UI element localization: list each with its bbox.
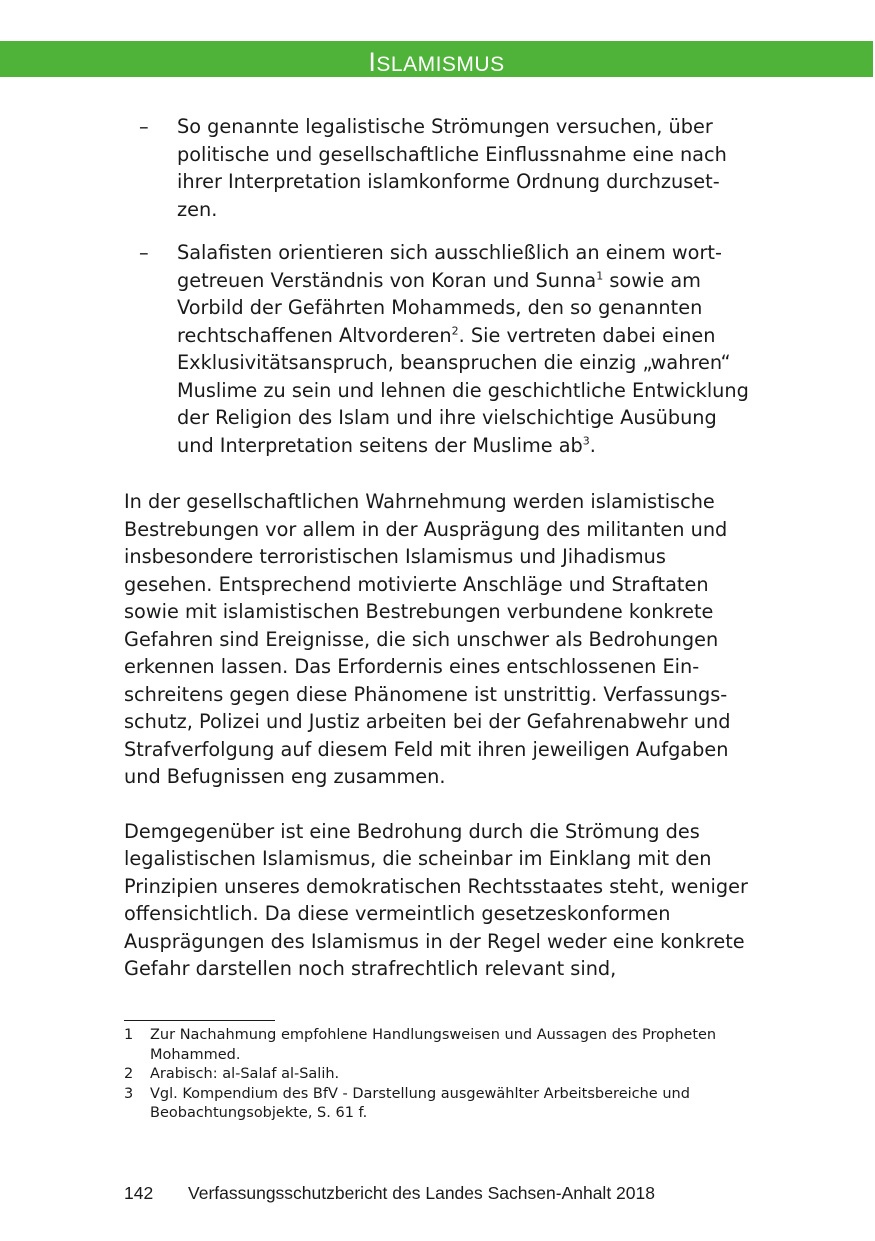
section-header-bar (0, 41, 873, 77)
body-paragraph: In der gesellschaftlichen Wahrnehmung werden islamistische Bestrebungen vor allem in der Ausprägung des militanten und insbesondere terroristischen Islamismus und Jihadismus gesehen. Entsprechend motivierte Anschläge und Straftaten sowie mit islamistischen Bestrebungen verbundene konkrete Gefahren sind Ereignisse, die sich unschwer als Bedrohungen erkennen lassen. Das Erfordernis eines entschlossenen Einschreitens gegen diese Phänomene ist unstrittig. Verfassungsschutz, Polizei und Justiz arbeiten bei der Gefahrenabwehr und Strafverfolgung auf diesem Feld mit ihren jeweiligen Aufgaben und Befugnissen eng zusammen. (124, 490, 731, 788)
bullet-item-legalists (124, 113, 749, 223)
publication-title: Verfassungsschutzbericht des Landes Sachsen-Anhalt 2018 (188, 1183, 655, 1203)
footnote-item (124, 1026, 749, 1065)
bullet-text-part: sowie am Vorbild der Gefährten Mohammeds, den so genannten rechtschaffenen Altvorderen (177, 268, 703, 347)
footnote-number: 1 (124, 1027, 134, 1043)
bullet-dash: – (139, 241, 149, 264)
section-title-rest: SLAMISMUS (376, 53, 505, 76)
body-paragraph: Demgegenüber ist eine Bedrohung durch die Strömung des legalistischen Islamismus, die scheinbar im Einklang mit den Prinzipien unseres demokratischen Rechtsstaates steht, weniger offensichtlich. Da diese vermeintlich gesetzeskonformen Ausprägungen des Islamismus in der Regel weder eine konkrete Gefahr darstellen noch strafrechtlich relevant sind, (124, 819, 748, 980)
page-number: 142 (124, 1183, 154, 1203)
section-title (0, 47, 873, 78)
bullet-text: So genannte legalistische Strömungen versuchen, über politische und gesellschaftliche Einflussnahme eine nach ihrer Interpretation islamkonforme Ordnung durchzusetzen. (177, 115, 727, 221)
bullet-text-part: . (589, 433, 596, 457)
page-footer (124, 1183, 655, 1204)
footnote-text: Arabisch: al-Salaf al-Salih. (150, 1066, 340, 1082)
section-title-initial: I (368, 47, 377, 77)
main-content (124, 113, 749, 983)
footnote-ref: 1 (596, 269, 604, 283)
footnote-number: 2 (124, 1066, 134, 1082)
footnote-number: 3 (124, 1085, 134, 1102)
footnote-ref: 3 (582, 434, 590, 448)
footnote-divider (124, 1020, 275, 1021)
footnote-ref: 2 (451, 324, 459, 338)
footnote-text: Vgl. Kompendium des BfV - Darstellung ausgewählter Arbeitsbereiche und Beobachtungsobjekte, S. 61 f. (150, 1085, 690, 1121)
bullet-dash: – (139, 115, 149, 138)
bullet-text-part: . Sie vertreten dabei einen Exklusivitätsanspruch, beanspruchen die einzig „wahren“ Muslime zu sein und lehnen die geschichtliche Entwicklung der Religion des Islam und ihre vielschichtige Ausübung und Interpretation seitens der Muslime ab (177, 323, 749, 457)
footnote-text: Zur Nachahmung empfohlene Handlungsweisen und Aussagen des Propheten Mohammed. (150, 1027, 717, 1063)
footnote-item (124, 1085, 749, 1124)
footnote-item (124, 1065, 749, 1085)
bullet-item-salafists (124, 239, 749, 459)
footnotes (124, 1026, 749, 1124)
bullet-text-part: Salafisten orientieren sich ausschließlich an einem wortgetreuen Verständnis von Koran und Sunna (177, 241, 722, 292)
